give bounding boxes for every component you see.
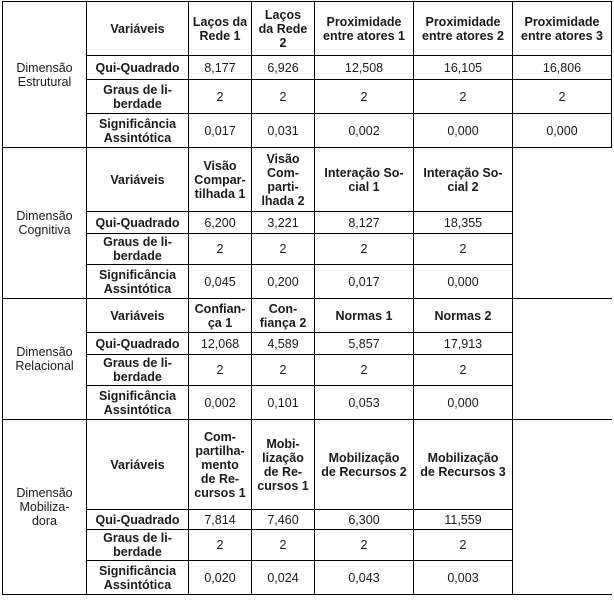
value-cell: 2: [513, 80, 612, 114]
significance-row: [3, 386, 612, 420]
value-cell: 0,000: [414, 265, 513, 299]
empty-cell: [513, 212, 612, 234]
value-cell: 2: [252, 234, 315, 265]
chi-square-row: [3, 333, 612, 355]
chi-square-row: [3, 510, 612, 530]
column-header: Interação So- cial 2: [414, 148, 513, 212]
value-cell: 2: [252, 355, 315, 386]
value-cell: 16,105: [414, 56, 513, 80]
value-cell: 0,200: [252, 265, 315, 299]
value-cell: 0,024: [252, 561, 315, 595]
significance-row: [3, 114, 612, 148]
variables-row: [3, 2, 612, 56]
value-cell: 12,508: [315, 56, 414, 80]
value-cell: 4,589: [252, 333, 315, 355]
value-cell: 2: [414, 530, 513, 561]
empty-cell: [513, 299, 612, 333]
value-cell: 8,177: [189, 56, 252, 80]
column-header: Normas 2: [414, 299, 513, 333]
chi-square-row: [3, 56, 612, 80]
column-header: Proximidade entre atores 3: [513, 2, 612, 56]
column-header: Visão Com- parti- lhada 2: [252, 148, 315, 212]
value-cell: 0,043: [315, 561, 414, 595]
value-cell: 6,200: [189, 212, 252, 234]
value-cell: 2: [189, 234, 252, 265]
value-cell: 18,355: [414, 212, 513, 234]
value-cell: 0,020: [189, 561, 252, 595]
value-cell: 2: [252, 80, 315, 114]
column-header: Interação So- cial 1: [315, 148, 414, 212]
column-header: Mobilização de Recursos 2: [315, 420, 414, 510]
row-label: Graus de li- berdade: [87, 80, 189, 114]
row-label: Significância Assintótica: [87, 114, 189, 148]
value-cell: 2: [315, 234, 414, 265]
row-label: Graus de li- berdade: [87, 530, 189, 561]
value-cell: 0,017: [315, 265, 414, 299]
dimension-label: Dimensão Cognitiva: [3, 148, 87, 299]
chi-square-row: [3, 212, 612, 234]
row-label: Variáveis: [87, 2, 189, 56]
value-cell: 2: [315, 530, 414, 561]
column-header: Visão Compar- tilhada 1: [189, 148, 252, 212]
degrees-of-freedom-row: [3, 234, 612, 265]
value-cell: 2: [189, 355, 252, 386]
variables-row: [3, 299, 612, 333]
value-cell: 17,913: [414, 333, 513, 355]
value-cell: 2: [414, 355, 513, 386]
empty-cell: [513, 355, 612, 386]
value-cell: 2: [189, 530, 252, 561]
column-header: Mobilização de Recursos 3: [414, 420, 513, 510]
value-cell: 11,559: [414, 510, 513, 530]
value-cell: 16,806: [513, 56, 612, 80]
value-cell: 8,127: [315, 212, 414, 234]
value-cell: 2: [414, 234, 513, 265]
column-header: Normas 1: [315, 299, 414, 333]
value-cell: 12,068: [189, 333, 252, 355]
value-cell: 2: [315, 80, 414, 114]
row-label: Qui-Quadrado: [87, 333, 189, 355]
significance-row: [3, 561, 612, 595]
value-cell: 6,300: [315, 510, 414, 530]
value-cell: 2: [252, 530, 315, 561]
dimension-label: Dimensão Estrutural: [3, 2, 87, 148]
value-cell: 2: [414, 80, 513, 114]
row-label: Significância Assintótica: [87, 386, 189, 420]
variables-row: [3, 420, 612, 510]
value-cell: 0,000: [414, 114, 513, 148]
degrees-of-freedom-row: [3, 80, 612, 114]
empty-cell: [513, 148, 612, 212]
value-cell: 6,926: [252, 56, 315, 80]
value-cell: 5,857: [315, 333, 414, 355]
empty-cell: [513, 234, 612, 265]
empty-cell: [513, 561, 612, 595]
degrees-of-freedom-row: [3, 530, 612, 561]
dimension-label: Dimensão Relacional: [3, 299, 87, 420]
row-label: Significância Assintótica: [87, 561, 189, 595]
column-header: Com- partilha- mento de Re- cursos 1: [189, 420, 252, 510]
row-label: Qui-Quadrado: [87, 510, 189, 530]
value-cell: 0,053: [315, 386, 414, 420]
row-label: Variáveis: [87, 420, 189, 510]
column-header: Laços da Rede 2: [252, 2, 315, 56]
empty-cell: [513, 265, 612, 299]
degrees-of-freedom-row: [3, 355, 612, 386]
row-label: Variáveis: [87, 148, 189, 212]
value-cell: 2: [315, 355, 414, 386]
empty-cell: [513, 530, 612, 561]
value-cell: 0,000: [414, 386, 513, 420]
value-cell: 0,003: [414, 561, 513, 595]
value-cell: 0,002: [315, 114, 414, 148]
column-header: Proximidade entre atores 1: [315, 2, 414, 56]
row-label: Graus de li- berdade: [87, 355, 189, 386]
empty-cell: [513, 510, 612, 530]
row-label: Significância Assintótica: [87, 265, 189, 299]
value-cell: 0,017: [189, 114, 252, 148]
empty-cell: [513, 333, 612, 355]
empty-cell: [513, 420, 612, 510]
row-label: Qui-Quadrado: [87, 56, 189, 80]
dimension-label: Dimensão Mobiliza- dora: [3, 420, 87, 595]
column-header: Confian- ça 1: [189, 299, 252, 333]
value-cell: 7,814: [189, 510, 252, 530]
row-label: Variáveis: [87, 299, 189, 333]
variables-row: [3, 148, 612, 212]
table-body: [3, 2, 612, 595]
row-label: Qui-Quadrado: [87, 212, 189, 234]
column-header: Laços da Rede 1: [189, 2, 252, 56]
value-cell: 0,000: [513, 114, 612, 148]
empty-cell: [513, 386, 612, 420]
value-cell: 7,460: [252, 510, 315, 530]
significance-row: [3, 265, 612, 299]
value-cell: 0,031: [252, 114, 315, 148]
value-cell: 3,221: [252, 212, 315, 234]
column-header: Con- fiança 2: [252, 299, 315, 333]
statistics-table: [2, 1, 612, 595]
value-cell: 0,002: [189, 386, 252, 420]
column-header: Proximidade entre atores 2: [414, 2, 513, 56]
value-cell: 2: [189, 80, 252, 114]
value-cell: 0,101: [252, 386, 315, 420]
value-cell: 0,045: [189, 265, 252, 299]
row-label: Graus de li- berdade: [87, 234, 189, 265]
column-header: Mobi- lização de Re- cursos 1: [252, 420, 315, 510]
